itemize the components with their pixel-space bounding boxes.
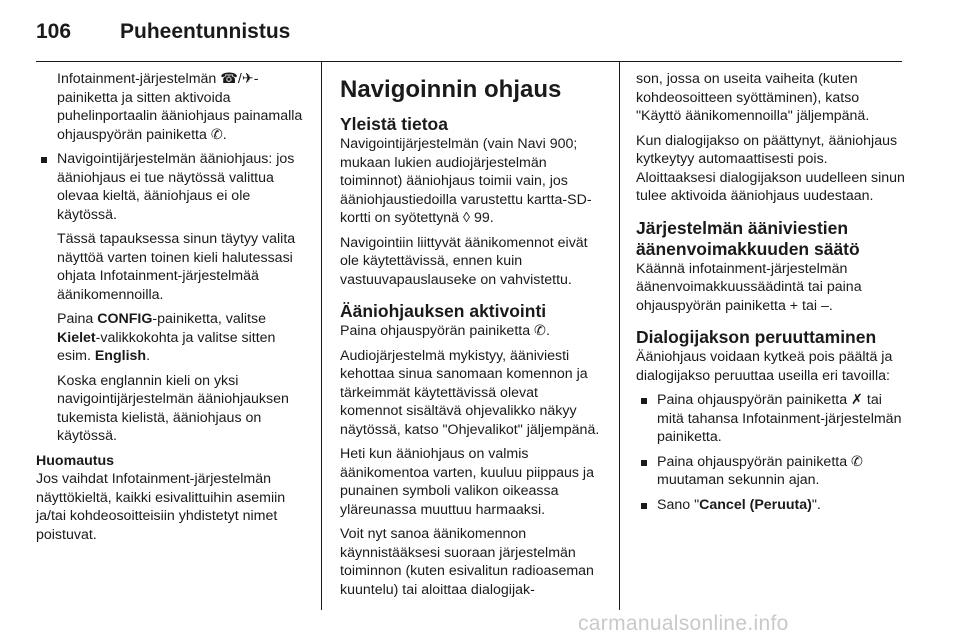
list-item: Paina ohjauspyörän painiketta ✆ muutaman sekunnin ajan. (636, 453, 908, 490)
paragraph: Audiojärjestelmä mykistyy, ääniviesti kehottaa sinua sanomaan komennon ja tärkeimmät käytettävissä olevat komennot sisältävä ohjevalikko näkyy näytössä, katso "Ohjevalikot" jäljempänä. (340, 347, 600, 438)
english-keyword: English (94, 348, 147, 364)
voice-button-icon: ✆ (210, 126, 223, 143)
subsection-heading: Yleistä tietoa (340, 114, 448, 134)
bullet-square (41, 157, 47, 163)
paragraph: Paina ohjauspyörän painiketta ✆. (340, 323, 550, 339)
paragraph: Navigointiin liittyvät äänikomennot eivät ole käytettävissä, ennen kuin vastuuvapauslauseke on vahvistettu. (340, 234, 588, 288)
config-keyword: CONFIG (97, 311, 153, 327)
list-item: Paina ohjauspyörän painiketta ✗ tai mitä tahansa Infotainment-järjestelmän painiketta. (636, 391, 908, 447)
intro-paragraph: Infotainment-järjestelmän ☎/✈-painiketta ja sitten aktivoida puhelinportaalin ääniohjaus painamalla ohjauspyörän painiketta ✆. (57, 71, 303, 143)
note-heading: Huomautus (36, 452, 115, 469)
subsection-heading: Dialogijakson peruuttaminen (636, 327, 877, 347)
paragraph: Paina CONFIG-painiketta, valitse Kielet-valikkokohta ja valitse sitten esim. English. (57, 311, 276, 364)
page-reference-icon: ◊ (463, 210, 471, 226)
section-title: Navigoinnin ohjaus (340, 76, 562, 103)
cancel-keyword: Cancel (Peruuta) (699, 496, 812, 513)
page-header (0, 0, 960, 62)
subsection-heading: Ääniohjauksen aktivointi (340, 301, 547, 321)
paragraph: son, jossa on useita vaiheita (kuten kohdeosoitteen syöttäminen), katso "Käyttö äänikomennoilla" jäljempänä. (636, 71, 870, 124)
bullet-square (641, 398, 647, 404)
column-1 (36, 70, 304, 550)
paragraph: Navigointijärjestelmän (vain Navi 900; mukaan lukien audiojärjestelmän toiminnot) ääniohjaus toimii vain, jos ääniohjaustiedoilla varustettu kartta-SD-kortti on syötettynä ◊ 99. (340, 136, 592, 226)
column-divider-1 (321, 62, 322, 610)
voice-button-icon: ✆ (534, 323, 546, 339)
column-divider-2 (619, 62, 620, 610)
bullet-square (641, 503, 647, 509)
hangup-icon: ✗ (851, 392, 863, 408)
voice-button-icon: ✆ (851, 453, 863, 470)
column-3 (636, 70, 908, 520)
watermark: carmanualsonline.info (578, 612, 789, 635)
paragraph: Heti kun ääniohjaus on valmis äänikomentoa varten, kuuluu piippaus ja punainen symboli valikon oikeassa yläreunassa muuttuu harmaaksi. (340, 446, 594, 518)
column-2 (340, 70, 602, 605)
list-item: Navigointijärjestelmän ääniohjaus: jos ääniohjaus ei tue näytössä valittua olevaa kieltä, ääniohjaus ei ole käytössä. (36, 150, 304, 224)
kielet-keyword: Kielet (57, 329, 96, 346)
paragraph: Voit nyt sanoa äänikomennon käynnistääksesi suoraan järjestelmän toiminnon (kuten esivalitun radioaseman kuuntelu) tai aloittaa dialogijak- (340, 526, 594, 598)
paragraph: Kun dialogijakso on päättynyt, ääniohjaus kytkeytyy automaattisesti pois. Aloittaaksesi dialogijakson uudelleen sinun tulee aktivoida ääniohjaus uudestaan. (636, 132, 905, 204)
phone-icon: ☎ (220, 71, 238, 87)
bullet-square (641, 460, 647, 466)
page-title: Puheentunnistus (120, 20, 291, 43)
page-number: 106 (36, 20, 72, 43)
paragraph: Koska englannin kieli on yksi navigointijärjestelmän ääniohjauksen tukemista kielistä, ääniohjaus on käytössä. (57, 372, 289, 444)
note-text: Jos vaihdat Infotainment-järjestelmän näyttökieltä, kaikki esivalittuihin asemiin ja/tai kohdeosoitteisiin yhdistetyt nimet poistuvat. (36, 471, 286, 543)
mute-icon: ✈ (241, 71, 254, 87)
list-item: Sano "Cancel (Peruuta)". (636, 496, 908, 515)
header-rule (36, 61, 902, 62)
paragraph: Tässä tapauksessa sinun täytyy valita näyttöä varten toinen kieli halutessasi ohjata Infotainment-järjestelmää äänikomennoilla. (57, 231, 296, 303)
paragraph: Ääniohjaus voidaan kytkeä pois päältä ja dialogijakso peruuttaa useilla eri tavoilla: (636, 349, 893, 384)
subsection-heading: Järjestelmän ääniviestien äänenvoimakkuuden säätö (636, 217, 860, 259)
paragraph: Käännä infotainment-järjestelmän äänenvoimakkuussäädintä tai paina ohjauspyörän painiketta + tai –. (636, 260, 862, 314)
